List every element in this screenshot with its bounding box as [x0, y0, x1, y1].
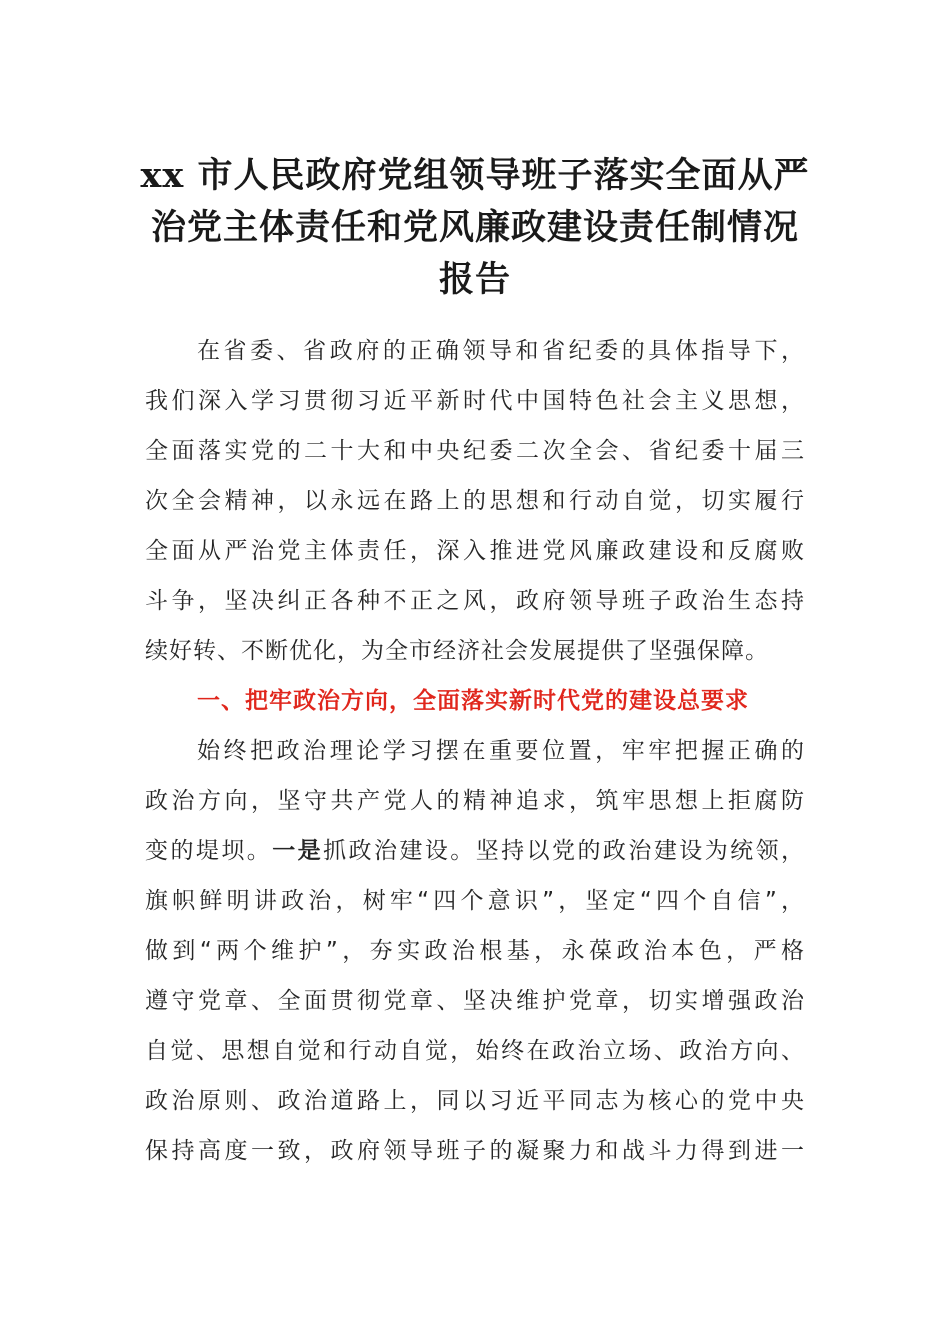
- paragraph-line: 遵守党章、全面贯彻党章、坚决维护党章，切实增强政治: [145, 988, 805, 1014]
- paragraph-line: 斗争，坚决纠正各种不正之风，政府领导班子政治生态持: [145, 588, 805, 614]
- text-run: 抓政治建设。坚持以党的政治建设为统领，: [323, 838, 806, 864]
- paragraph-line: 政治原则、政治道路上，同以习近平同志为核心的党中央: [145, 1088, 805, 1114]
- document-body: [145, 326, 805, 1176]
- paragraph-line: 自觉、思想自觉和行动自觉，始终在政治立场、政治方向、: [145, 1038, 805, 1064]
- paragraph-line: 始终把政治理论学习摆在重要位置，牢牢把握正确的: [197, 738, 805, 764]
- title-line: 治党主体责任和党风廉政建设责任制情况: [150, 207, 799, 248]
- paragraph-line: 次全会精神，以永远在路上的思想和行动自觉，切实履行: [145, 488, 805, 514]
- paragraph-line: 政治方向，坚守共产党人的精神追求，筑牢思想上拒腐防: [145, 788, 805, 814]
- paragraph-line: 全面从严治党主体责任，深入推进党风廉政建设和反腐败: [145, 538, 805, 564]
- section-heading: 一、把牢政治方向，全面落实新时代党的建设总要求: [197, 688, 749, 714]
- paragraph-line: 续好转、不断优化，为全市经济社会发展提供了坚强保障。: [145, 638, 769, 664]
- title-line: 报告: [438, 259, 511, 300]
- paragraph-line: 保持高度一致，政府领导班子的凝聚力和战斗力得到进一: [145, 1138, 805, 1164]
- text-run: 变的堤坝。: [145, 838, 273, 864]
- paragraph-line-mixed: [145, 826, 805, 876]
- paragraph-line: 在省委、省政府的正确领导和省纪委的具体指导下，: [197, 338, 805, 364]
- paragraph-line: 旗帜鲜明讲政治，树牢“四个意识”，坚定“四个自信”，: [145, 888, 805, 914]
- title-line: xx 市人民政府党组领导班子落实全面从严: [140, 155, 810, 196]
- paragraph-line: 我们深入学习贯彻习近平新时代中国特色社会主义思想，: [145, 388, 805, 414]
- document-title: [130, 150, 820, 306]
- paragraph-line: 做到“两个维护”，夯实政治根基，永葆政治本色，严格: [145, 938, 805, 964]
- paragraph-line: 全面落实党的二十大和中央纪委二次全会、省纪委十届三: [145, 438, 805, 464]
- bold-marker: 一是: [272, 838, 324, 864]
